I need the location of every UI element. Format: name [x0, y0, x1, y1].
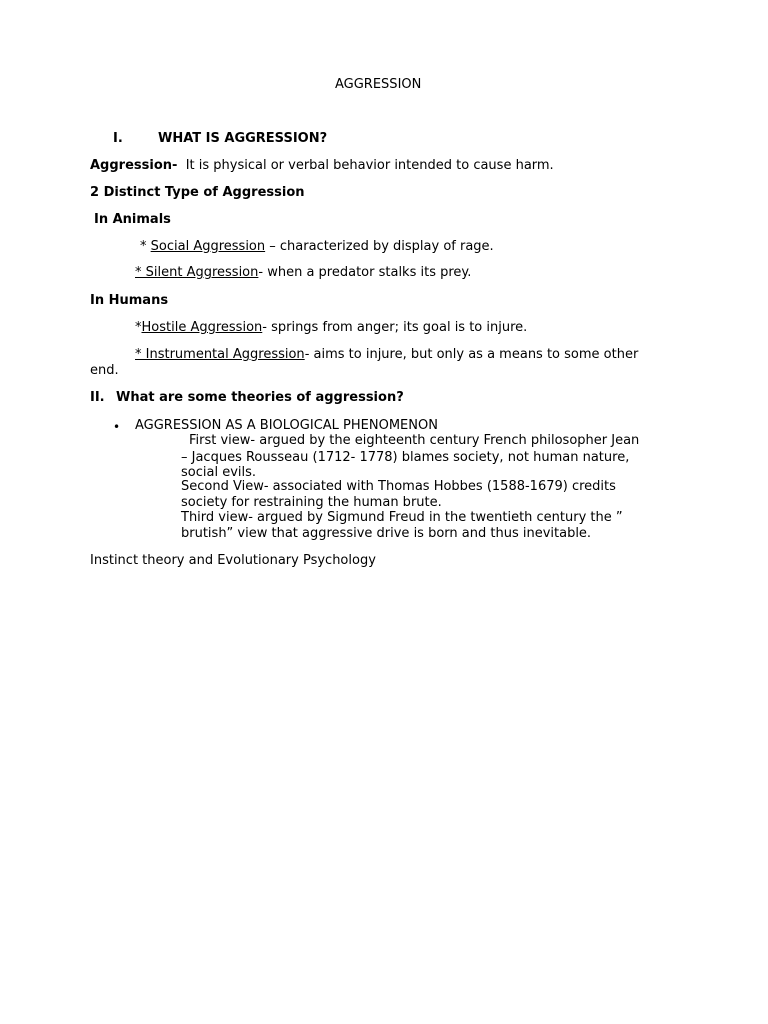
humans-heading: In Humans: [90, 293, 169, 308]
bullet-icon: •: [113, 420, 121, 434]
definition-text: It is physical or verbal behavior intended to cause harm.: [185, 158, 554, 173]
bio-heading: AGGRESSION AS A BIOLOGICAL PHENOMENON: [135, 418, 438, 433]
hostile-aggression-prefix: *: [135, 320, 142, 335]
instrumental-aggression-term: * Instrumental Aggression: [135, 347, 305, 362]
definition-line: [90, 158, 554, 174]
bio-line: First view- argued by the eighteenth century French philosopher Jean: [189, 433, 640, 448]
bio-line: Second View- associated with Thomas Hobbes (1588-1679) credits: [181, 479, 616, 494]
social-aggression-term: Social Aggression: [150, 239, 266, 254]
hostile-aggression-line: [135, 320, 527, 336]
silent-aggression-desc: - when a predator stalks its prey.: [258, 265, 472, 280]
closing-line: Instinct theory and Evolutionary Psychology: [90, 553, 376, 568]
social-aggression-prefix: *: [140, 239, 151, 254]
bio-line: society for restraining the human brute.: [181, 495, 442, 510]
social-aggression-desc: – characterized by display of rage.: [265, 239, 494, 254]
instrumental-aggression-desc: - aims to injure, but only as a means to some other: [304, 347, 639, 362]
types-heading: 2 Distinct Type of Aggression: [90, 185, 305, 200]
document-title: AGGRESSION: [335, 77, 422, 92]
bio-line: – Jacques Rousseau (1712- 1778) blames society, not human nature,: [181, 450, 630, 465]
animals-heading: In Animals: [94, 212, 171, 227]
definition-term: Aggression-: [90, 158, 178, 173]
section-1-heading: WHAT IS AGGRESSION?: [158, 131, 328, 146]
bio-line: Third view- argued by Sigmund Freud in the twentieth century the ”: [181, 510, 623, 525]
bio-line: social evils.: [181, 465, 257, 480]
section-2-heading: What are some theories of aggression?: [116, 390, 404, 405]
silent-aggression-line: [135, 265, 471, 281]
silent-aggression-term: * Silent Aggression: [135, 265, 259, 280]
instrumental-aggression-continuation: end.: [90, 363, 119, 378]
instrumental-aggression-line: [135, 347, 638, 363]
section-2-numeral: II.: [90, 390, 105, 405]
social-aggression-line: [140, 239, 494, 255]
hostile-aggression-term: Hostile Aggression: [141, 320, 263, 335]
bio-line: brutish” view that aggressive drive is born and thus inevitable.: [181, 526, 592, 541]
section-1-numeral: I.: [113, 131, 123, 146]
hostile-aggression-desc: - springs from anger; its goal is to injure.: [262, 320, 528, 335]
